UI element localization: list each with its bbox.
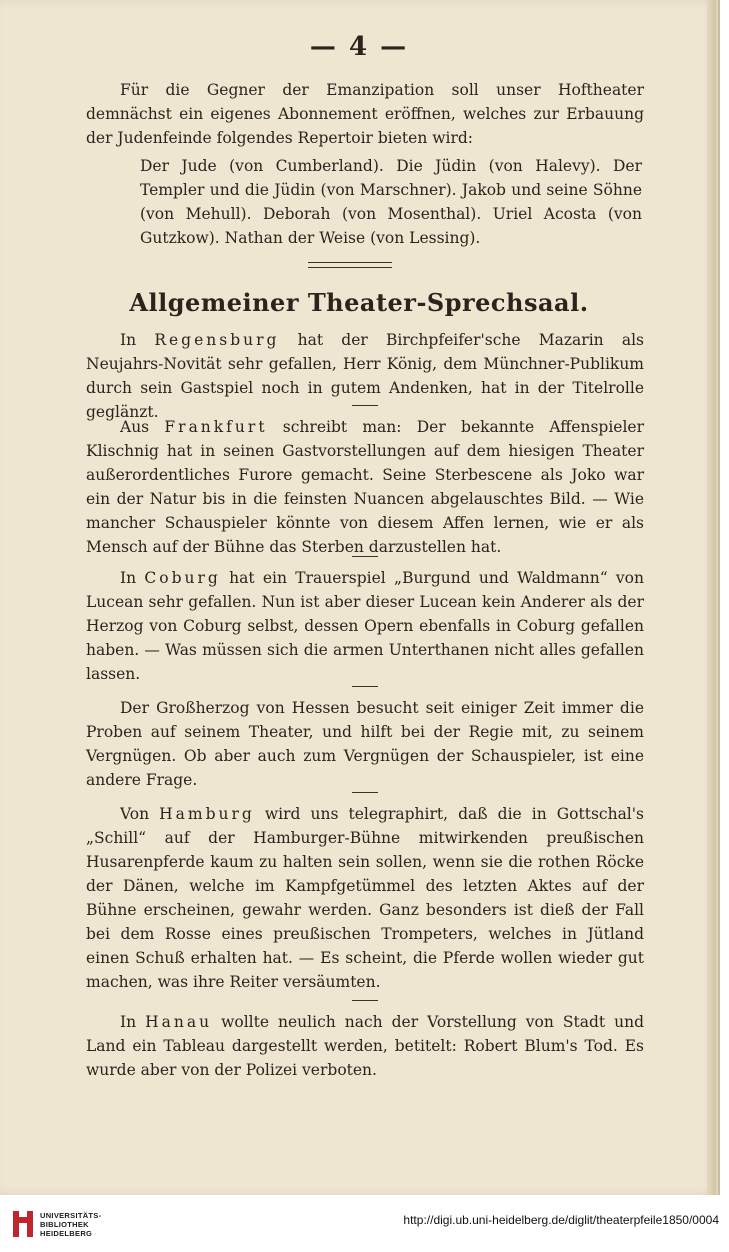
item-text: schreibt man: Der bekannte Affenspieler Klischnig hat in seinen Gastvorstellungen auf dem hiesigen Theater außerordentliches Furore gemacht. Seine Sterbescene als Joko war ein der Natur bis in die feinsten Nuancen abgelauschtes Bild. — Wie mancher Schauspieler könnte von diesem Affen lernen, wie er als Mensch auf der Bühne das Sterben darzustellen hat.: [86, 418, 645, 556]
item-text: hat der Birchpfeifer'sche Mazarin als Neujahrs-Novität sehr gefallen, Herr König, dem Münchner-Publikum durch sein Gastspiel noch in gutem Andenken, hat in der Titelrolle geglänzt.: [86, 331, 644, 421]
item-hamburg: [86, 802, 644, 994]
item-lead: Aus: [120, 418, 150, 436]
page-spine-edge: [707, 0, 716, 1195]
source-url-link[interactable]: http://digi.ub.uni-heidelberg.de/diglit/theaterpfeile1850/0004: [403, 1213, 719, 1227]
item-lead: In: [120, 331, 137, 349]
repertoire-list: Der Jude (von Cumberland). Die Jüdin (von Halevy). Der Templer und die Jüdin (von Marschner). Jakob und seine Söhne (von Mehull). Deborah (von Mosenthal). Uriel Acosta (von Gutzkow). Nathan der Weise (von Lessing).: [140, 157, 642, 247]
item-place: Frankfurt: [164, 418, 268, 436]
item-coburg: [86, 566, 644, 686]
heidelberg-logo-icon: [10, 1209, 36, 1239]
item-place: Hanau: [145, 1013, 213, 1031]
item-regensburg: [86, 328, 644, 424]
item-text: wollte neulich nach der Vorstellung von Stadt und Land ein Tableau dargestellt werden, betitelt: Robert Blum's Tod. Es wurde aber von der Polizei verboten.: [86, 1013, 644, 1079]
item-text: Der Großherzog von Hessen besucht seit einiger Zeit immer die Proben auf seinem Theater, und hilft bei der Regie mit, zu seinem Vergnügen. Ob aber auch zum Vergnügen der Schauspieler, ist eine andere Frage.: [86, 699, 644, 789]
item-hessen: [86, 696, 644, 792]
double-rule-divider: [308, 262, 392, 268]
item-place: Coburg: [144, 569, 221, 587]
item-place: Hamburg: [159, 805, 255, 823]
footer-bar: [0, 1195, 729, 1252]
item-lead: In: [120, 569, 137, 587]
page-number: — 4 —: [309, 32, 409, 62]
item-hanau: [86, 1010, 644, 1082]
item-place: Regensburg: [154, 331, 280, 349]
rule-divider: [352, 405, 378, 406]
rule-divider: [352, 792, 378, 793]
rule-divider: [352, 686, 378, 687]
rule-divider: [352, 556, 378, 557]
rule-divider: [352, 1000, 378, 1001]
intro-paragraph: Für die Gegner der Emanzipation soll unser Hoftheater demnächst ein eigenes Abonnement eröffnen, welches zur Erbauung der Judenfeinde folgendes Repertoir bieten wird:: [86, 81, 644, 147]
item-frankfurt: [86, 415, 644, 559]
library-name: UNIVERSITÄTS- BIBLIOTHEK HEIDELBERG: [40, 1211, 102, 1238]
item-lead: In: [120, 1013, 137, 1031]
item-text: hat ein Trauerspiel „Burgund und Waldmann“ von Lucean sehr gefallen. Nun ist aber dieser Lucean kein Anderer als der Herzog von Coburg selbst, dessen Opern ebenfalls in Coburg gefallen haben. — Was müssen sich die armen Unterthanen nicht alles gefallen lassen.: [86, 569, 644, 683]
item-text: wird uns telegraphirt, daß die in Gottschal's „Schill“ auf der Hamburger-Bühne mitwirkenden preußischen Husarenpferde kaum zu halten sein sollen, wenn sie die rothen Röcke der Dänen, welche im Kampfgetümmel des letzten Aktes auf der Bühne erscheinen, gewahr werden. Ganz besonders ist dieß der Fall bei dem Rosse eines preußischen Trompeters, welches in Jütland einen Schuß erhalten hat. — Es scheint, die Pferde wollen wieder gut machen, was ihre Reiter versäumten.: [86, 805, 644, 991]
item-lead: Von: [120, 805, 150, 823]
section-title: Allgemeiner Theater-Sprechsaal.: [129, 288, 589, 317]
